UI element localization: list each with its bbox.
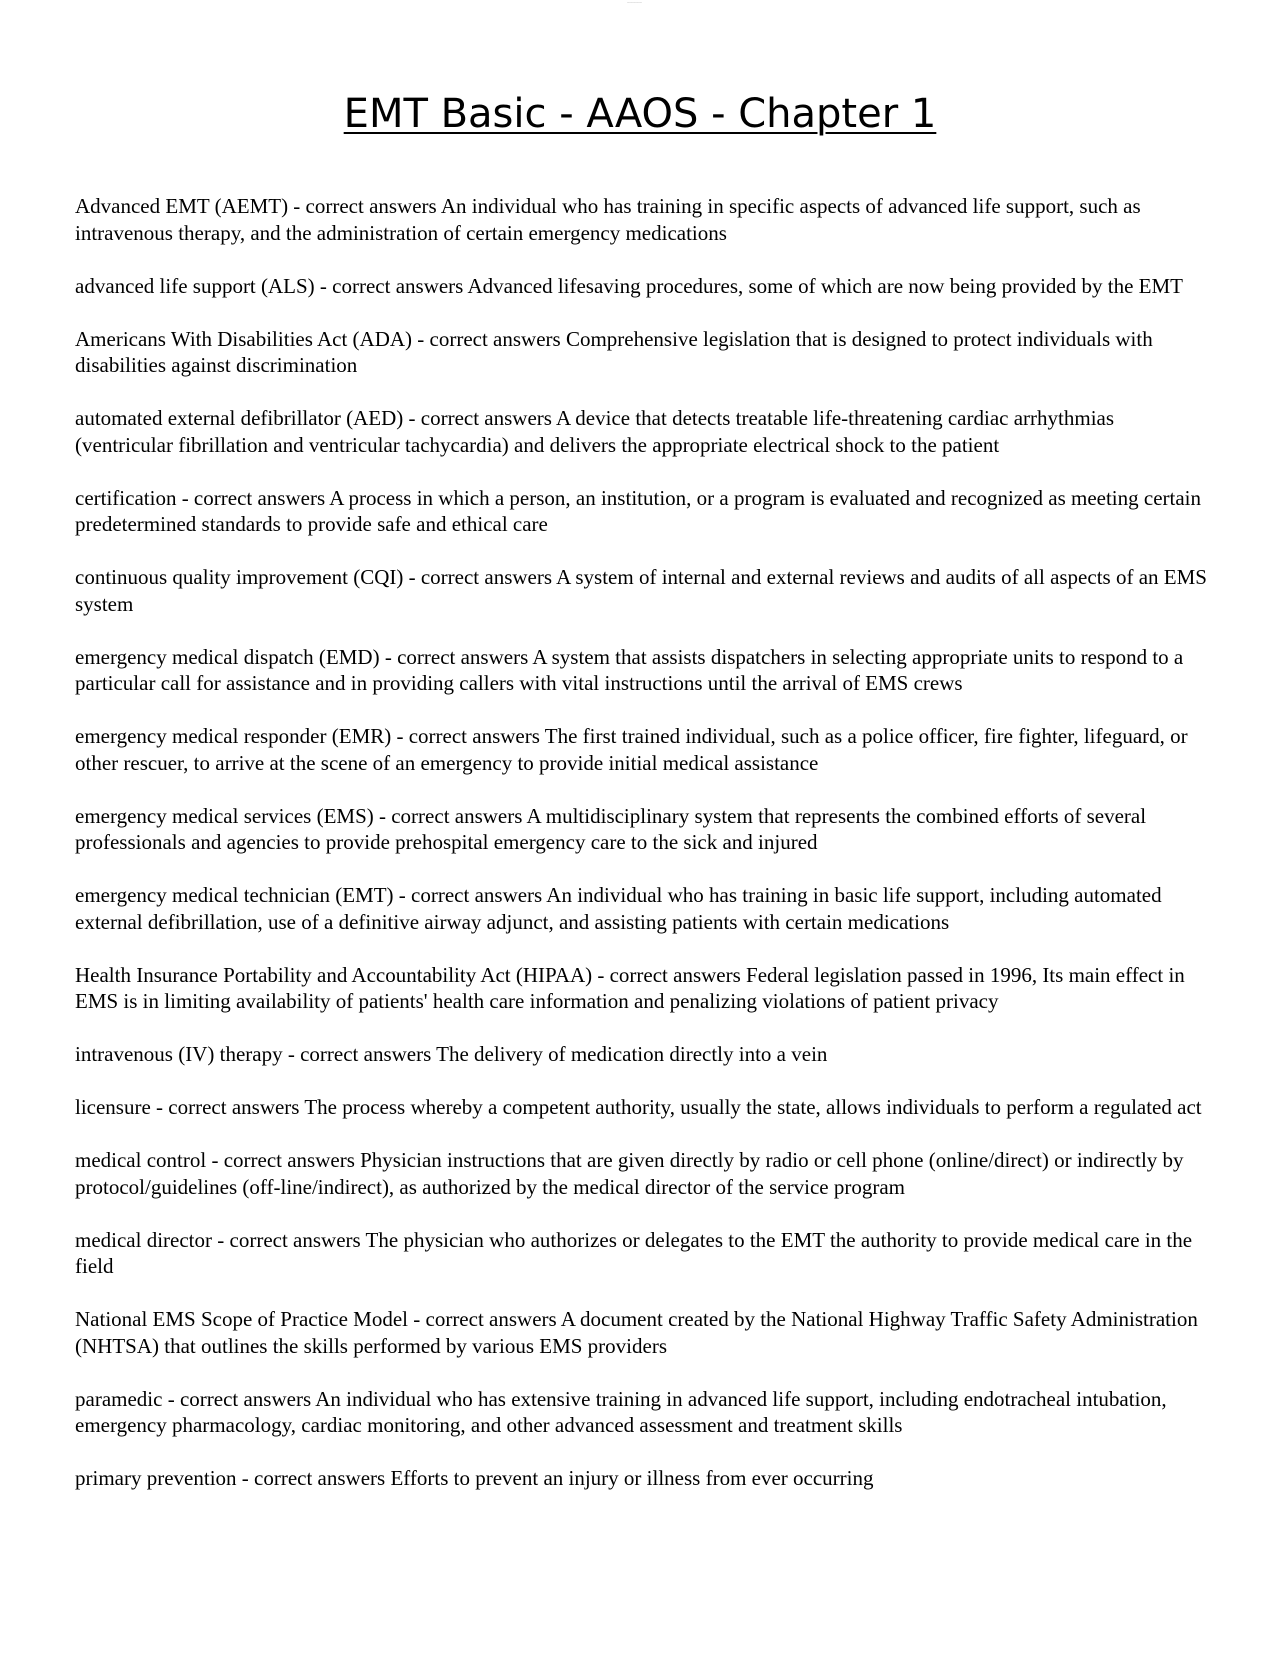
document-title	[0, 88, 1280, 140]
glossary-entry-cqi: continuous quality improvement (CQI) - correct answers A system of internal and external reviews and audits of all aspects of an EMS system	[75, 565, 1207, 616]
glossary-entry-emt: emergency medical technician (EMT) - correct answers An individual who has training in basic life support, including automated external defibrillation, use of a definitive airway adjunct, and assisting patients with certain medications	[75, 883, 1162, 934]
glossary-entry-emd: emergency medical dispatch (EMD) - correct answers A system that assists dispatchers in selecting appropriate units to respond to a particular call for assistance and in providing callers with vital instructions until the arrival of EMS crews	[75, 644, 1184, 695]
page-header-mark: —————	[627, 0, 642, 4]
glossary-entry-als: advanced life support (ALS) - correct answers Advanced lifesaving procedures, some of which are now being provided by the EMT	[75, 273, 1183, 298]
glossary-entry-licensure: licensure - correct answers The process whereby a competent authority, usually the state, allows individuals to perform a regulated act	[75, 1095, 1202, 1119]
glossary-entry-emr: emergency medical responder (EMR) - correct answers The first trained individual, such as a police officer, fire fighter, lifeguard, or other rescuer, to arrive at the scene of an emergency to provide initial medical assistance	[75, 724, 1188, 775]
glossary-entry-certification: certification - correct answers A process in which a person, an institution, or a program is evaluated and recognized as meeting certain predetermined standards to provide safe and ethical care	[75, 485, 1202, 536]
glossary-list	[75, 193, 1207, 1518]
glossary-entry-iv-therapy: intravenous (IV) therapy - correct answers The delivery of medication directly into a vein	[75, 1042, 828, 1066]
glossary-entry-primary-prevention: primary prevention - correct answers Efforts to prevent an injury or illness from ever occurring	[75, 1466, 874, 1490]
glossary-entry-medical-director: medical director - correct answers The physician who authorizes or delegates to the EMT the authority to provide medical care in the field	[75, 1227, 1193, 1278]
glossary-entry-ems: emergency medical services (EMS) - correct answers A multidisciplinary system that represents the combined efforts of several professionals and agencies to provide prehospital emergency care to the sick and injured	[75, 803, 1147, 854]
document-title-text: EMT Basic - AAOS - Chapter 1	[343, 91, 937, 137]
glossary-entry-aed: automated external defibrillator (AED) - correct answers A device that detects treatable life-threatening cardiac arrhythmias (ventricular fibrillation and ventricular tachycardia) and delivers the appropriate electrical shock to the patient	[75, 406, 1115, 457]
glossary-entry-medical-control: medical control - correct answers Physician instructions that are given directly by radio or cell phone (online/direct) or indirectly by protocol/guidelines (off-line/indirect), as authorized by the medical director of the service program	[75, 1148, 1184, 1199]
glossary-entry-ada: Americans With Disabilities Act (ADA) - correct answers Comprehensive legislation that is designed to protect individuals with disabilities against discrimination	[75, 326, 1153, 377]
glossary-entry-paramedic: paramedic - correct answers An individual who has extensive training in advanced life support, including endotracheal intubation, emergency pharmacology, cardiac monitoring, and other advanced assessment and treatment skills	[75, 1386, 1167, 1437]
glossary-entry-aemt: Advanced EMT (AEMT) - correct answers An individual who has training in specific aspects of advanced life support, such as intravenous therapy, and the administration of certain emergency medications	[75, 194, 1141, 245]
glossary-entry-hipaa: Health Insurance Portability and Accountability Act (HIPAA) - correct answers Federal legislation passed in 1996, Its main effect in EMS is in limiting availability of patients' health care information and penalizing violations of patient privacy	[75, 962, 1185, 1013]
glossary-entry-scope-of-practice: National EMS Scope of Practice Model - correct answers A document created by the National Highway Traffic Safety Administration (NHTSA) that outlines the skills performed by various EMS providers	[75, 1307, 1198, 1358]
